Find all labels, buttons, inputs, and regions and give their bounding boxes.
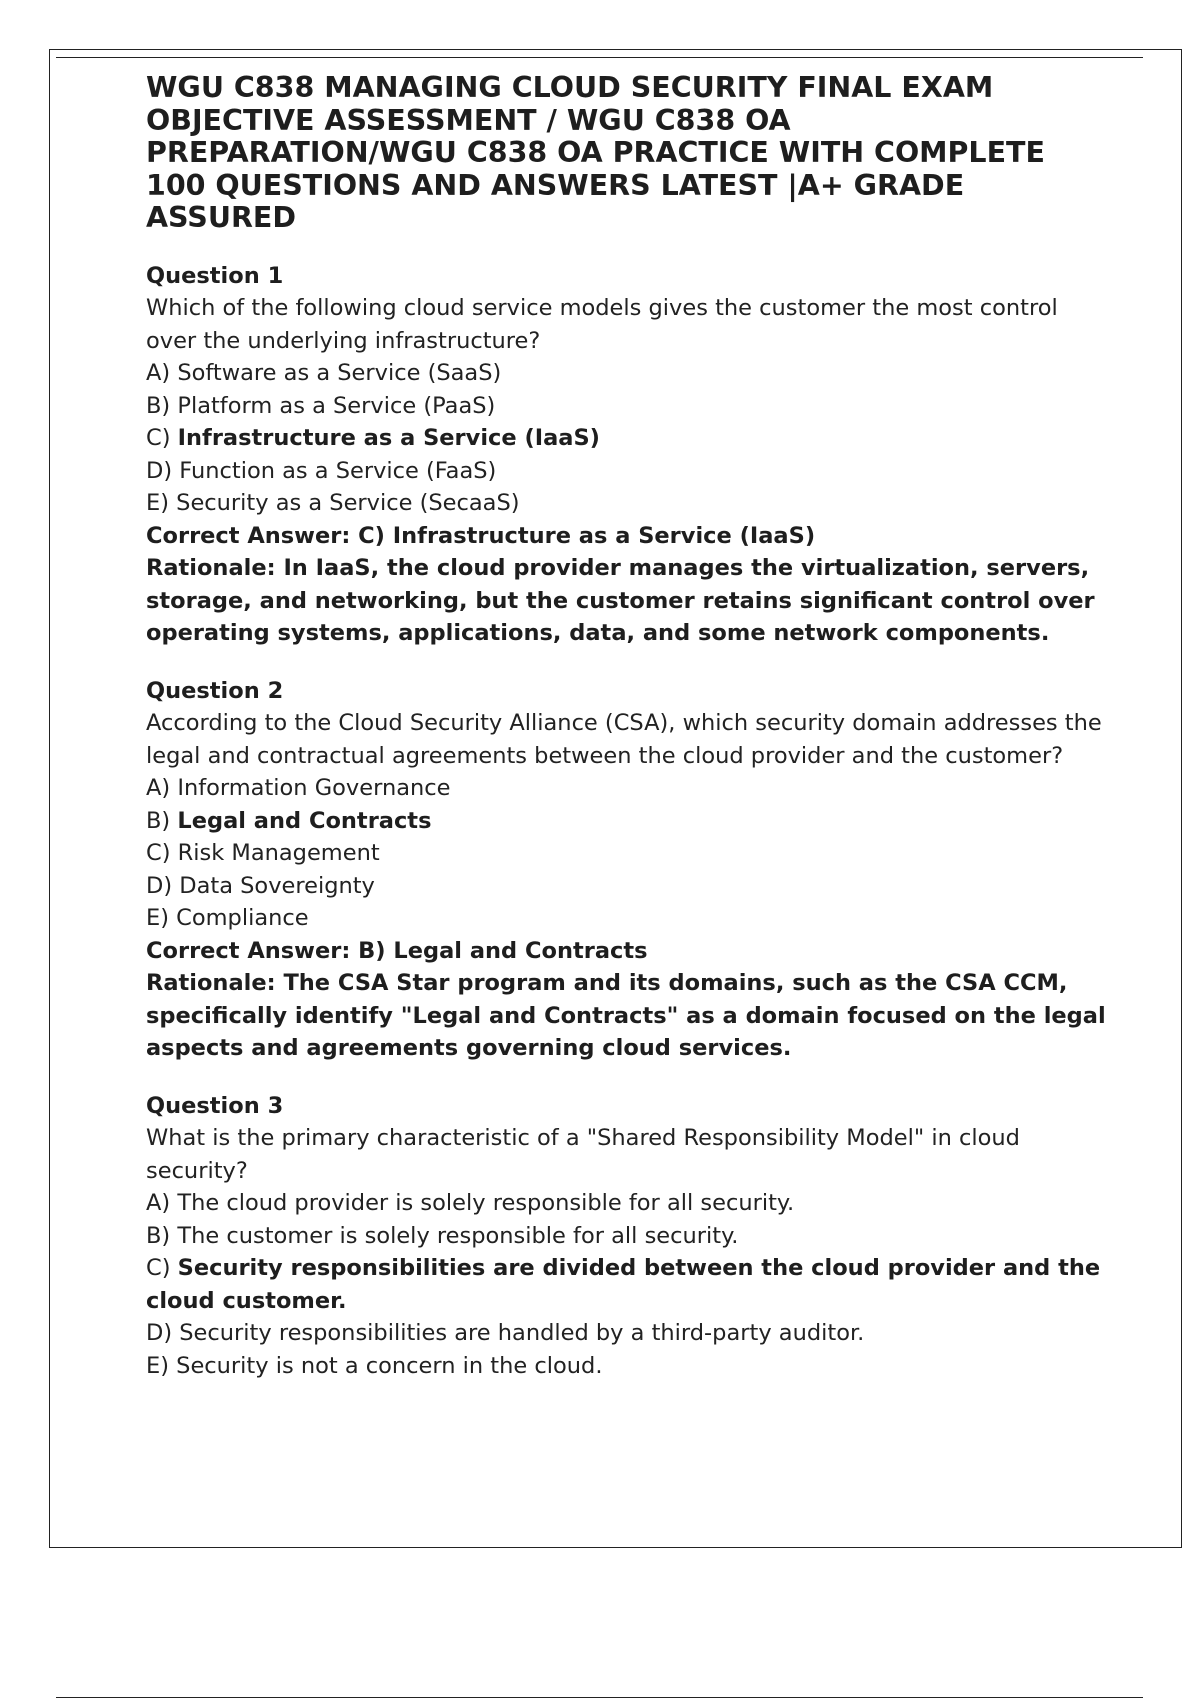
option-prefix: E)	[146, 1352, 177, 1379]
option-prefix: B)	[146, 1222, 178, 1249]
option-prefix: A)	[146, 1190, 178, 1216]
option-e	[146, 1350, 1106, 1383]
option-e	[146, 487, 1106, 520]
option-c	[146, 1252, 1106, 1317]
option-text: Security responsibilities are divided between the cloud provider and the cloud customer.	[146, 1255, 1101, 1314]
top-rule	[56, 57, 1143, 58]
option-b	[146, 390, 1106, 423]
option-text: Risk Management	[177, 840, 380, 866]
option-prefix: B)	[146, 807, 178, 834]
option-text: The cloud provider is solely responsible for all security.	[177, 1190, 795, 1216]
option-prefix: C)	[146, 425, 178, 451]
option-prefix: D)	[146, 457, 180, 484]
correct-answer: Correct Answer: C) Infrastructure as a Service (IaaS)	[146, 522, 816, 549]
correct-answer: Correct Answer: B) Legal and Contracts	[146, 937, 648, 964]
option-text: Software as a Service (SaaS)	[177, 360, 502, 386]
option-b	[146, 805, 1106, 838]
option-text: Compliance	[176, 905, 309, 931]
question-block-3	[146, 1090, 1106, 1383]
option-text: Legal and Contracts	[177, 807, 432, 834]
option-b	[146, 1220, 1106, 1253]
option-d	[146, 1317, 1106, 1350]
question-block-2	[146, 675, 1106, 1065]
document-title: WGU C838 MANAGING CLOUD SECURITY FINAL EXAM OBJECTIVE ASSESSMENT / WGU C838 OA PREPARATION/WGU C838 OA PRACTICE WITH COMPLETE 100 QUESTIONS AND ANSWERS LATEST |A+ GRADE ASSURED	[146, 71, 1045, 234]
option-d	[146, 455, 1106, 488]
option-prefix: C)	[146, 1255, 178, 1281]
option-c	[146, 422, 1106, 455]
option-a	[146, 357, 1106, 390]
option-text: Platform as a Service (PaaS)	[177, 392, 496, 419]
question-heading: Question 2	[146, 677, 284, 704]
option-c	[146, 837, 1106, 870]
option-prefix: E)	[146, 490, 177, 516]
question-text: Which of the following cloud service models gives the customer the most control over the underlying infrastructure?	[146, 295, 1058, 354]
document-body	[146, 72, 1106, 1382]
option-text: Information Governance	[177, 775, 451, 801]
question-heading: Question 1	[146, 262, 284, 289]
option-prefix: B)	[146, 392, 178, 419]
question-block-1	[146, 260, 1106, 650]
option-text: Security is not a concern in the cloud.	[176, 1352, 603, 1379]
option-text: Security responsibilities are handled by a third-party auditor.	[179, 1320, 865, 1346]
question-heading: Question 3	[146, 1092, 284, 1119]
option-prefix: A)	[146, 775, 178, 801]
bottom-rule	[56, 1697, 1143, 1698]
option-text: Infrastructure as a Service (IaaS)	[177, 425, 600, 451]
option-prefix: D)	[146, 872, 180, 899]
option-e	[146, 902, 1106, 935]
option-prefix: A)	[146, 360, 178, 386]
option-prefix: E)	[146, 905, 177, 931]
rationale: Rationale: The CSA Star program and its domains, such as the CSA CCM, specifically identify "Legal and Contracts" as a domain focused on the legal aspects and agreements governing cloud services.	[146, 970, 1106, 1061]
option-a	[146, 1187, 1106, 1220]
option-a	[146, 772, 1106, 805]
option-text: Function as a Service (FaaS)	[179, 457, 497, 484]
option-text: Security as a Service (SecaaS)	[176, 490, 520, 516]
option-text: The customer is solely responsible for all security.	[177, 1222, 739, 1249]
option-prefix: C)	[146, 840, 178, 866]
option-text: Data Sovereignty	[179, 872, 375, 899]
question-text: What is the primary characteristic of a "Shared Responsibility Model" in cloud security?	[146, 1125, 1020, 1184]
option-prefix: D)	[146, 1320, 180, 1346]
question-text: According to the Cloud Security Alliance (CSA), which security domain addresses the legal and contractual agreements between the cloud provider and the customer?	[146, 710, 1102, 769]
rationale: Rationale: In IaaS, the cloud provider manages the virtualization, servers, storage, and networking, but the customer retains significant control over operating systems, applications, data, and some network components.	[146, 555, 1095, 646]
option-d	[146, 870, 1106, 903]
